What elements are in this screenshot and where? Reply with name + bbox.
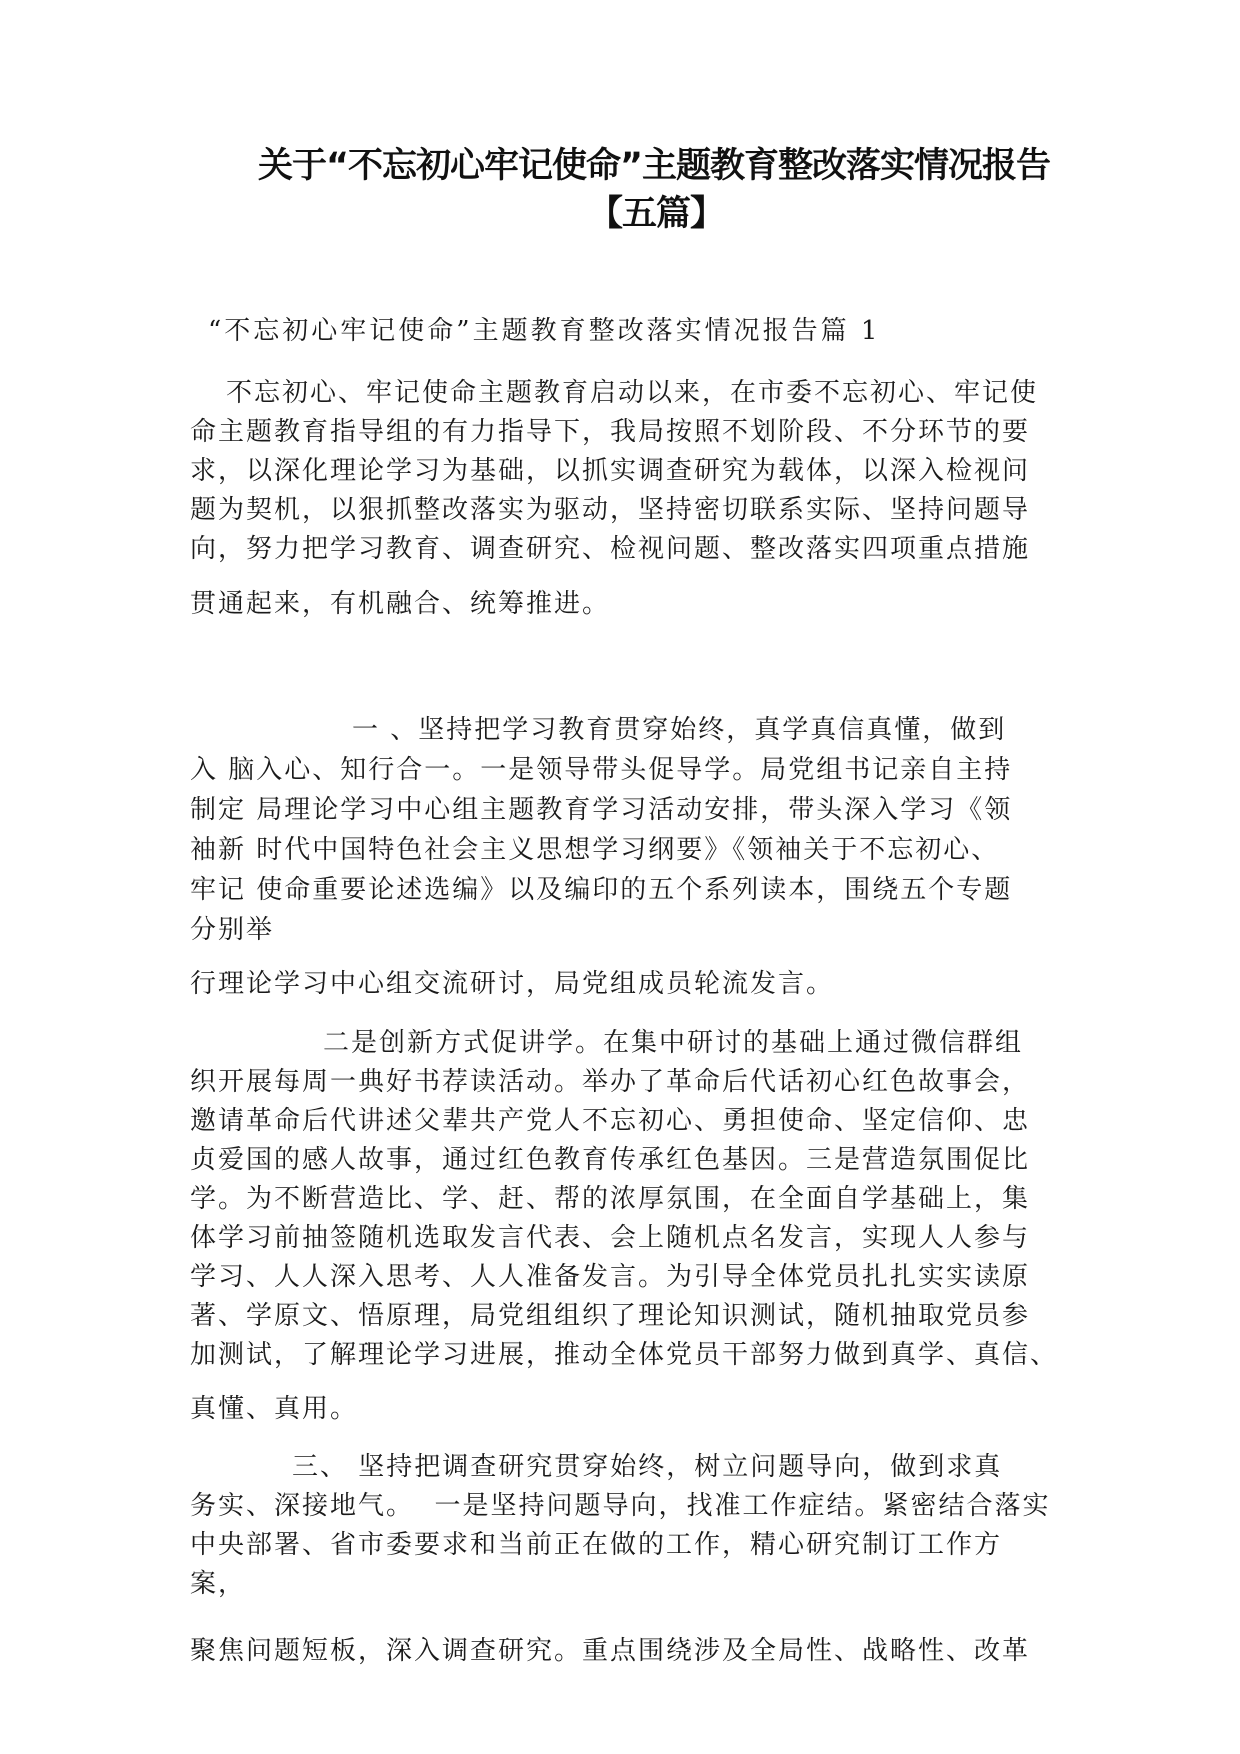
paragraph-line: 著、学原文、悟原理，局党组组织了理论知识测试，随机抽取党员参 bbox=[190, 1301, 1031, 1331]
paragraph-line: 学。为不断营造比、学、赶、帮的浓厚氛围，在全面自学基础上，集 bbox=[190, 1184, 1031, 1214]
paragraph-line: 行理论学习中心组交流研讨，局党组成员轮流发言。 bbox=[190, 969, 835, 999]
paragraph-line: 求，以深化理论学习为基础，以抓实调查研究为载体，以深入检视问 bbox=[190, 456, 1031, 486]
paragraph-line: 体学习前抽签随机选取发言代表、会上随机点名发言，实现人人参与 bbox=[190, 1223, 1031, 1253]
paragraph-line: 邀请革命后代讲述父辈共产党人不忘初心、勇担使命、坚定信仰、忠 bbox=[190, 1106, 1031, 1136]
section-subtitle: “不忘初心牢记使命”主题教育整改落实情况报告篇 1 bbox=[208, 316, 881, 346]
paragraph-line: 入 脑入心、知行合一。一是领导带头促导学。局党组书记亲自主持 bbox=[190, 755, 1013, 785]
paragraph-line: 袖新 时代中国特色社会主义思想学习纲要》《领袖关于不忘初心、 bbox=[190, 835, 1000, 865]
paragraph-line: 真懂、真用。 bbox=[190, 1394, 359, 1424]
paragraph-line: 聚焦问题短板，深入调查研究。重点围绕涉及全局性、战略性、改革 bbox=[190, 1636, 1031, 1666]
paragraph-line: 命主题教育指导组的有力指导下，我局按照不划阶段、不分环节的要 bbox=[190, 417, 1031, 447]
paragraph-line: 分别举 bbox=[190, 915, 275, 945]
paragraph-line: 学习、人人深入思考、人人准备发言。为引导全体党员扎扎实实读原 bbox=[190, 1262, 1031, 1292]
paragraph-line: 织开展每周一典好书荐读活动。举办了革命后代话初心红色故事会， bbox=[190, 1067, 1031, 1097]
paragraph-line: 贯通起来，有机融合、统筹推进。 bbox=[190, 589, 611, 619]
paragraph-line: 贞爱国的感人故事，通过红色教育传承红色基因。三是营造氛围促比 bbox=[190, 1145, 1031, 1175]
paragraph-line: 不忘初心、牢记使命主题教育启动以来，在市委不忘初心、牢记使 bbox=[226, 378, 1039, 408]
paragraph-line: 案， bbox=[190, 1569, 247, 1599]
paragraph-line: 中央部署、省市委要求和当前正在做的工作，精心研究制订工作方 bbox=[190, 1530, 1003, 1560]
paragraph-line: 务实、深接地气。 一是坚持问题导向，找准工作症结。紧密结合落实 bbox=[190, 1491, 1051, 1521]
document-title-line-2: 【五篇】 bbox=[588, 194, 725, 234]
paragraph-line: 一 、坚持把学习教育贯穿始终，真学真信真懂，做到 bbox=[352, 715, 1007, 745]
paragraph-line: 题为契机，以狠抓整改落实为驱动，坚持密切联系实际、坚持问题导 bbox=[190, 495, 1031, 525]
paragraph-line: 加测试，了解理论学习进展，推动全体党员干部努力做到真学、真信、 bbox=[190, 1340, 1059, 1370]
paragraph-line: 制定 局理论学习中心组主题教育学习活动安排，带头深入学习《领 bbox=[190, 795, 1013, 825]
paragraph-line: 三、 坚持把调查研究贯穿始终，树立问题导向，做到求真 bbox=[292, 1452, 1003, 1482]
paragraph-line: 向，努力把学习教育、调查研究、检视问题、整改落实四项重点措施 bbox=[190, 534, 1031, 564]
paragraph-line: 二是创新方式促讲学。在集中研讨的基础上通过微信群组 bbox=[323, 1028, 1024, 1058]
document-title-line-1: 关于“不忘初心牢记使命”主题教育整改落实情况报告 bbox=[258, 146, 1051, 186]
paragraph-line: 牢记 使命重要论述选编》以及编印的五个系列读本，围绕五个专题 bbox=[190, 875, 1013, 905]
